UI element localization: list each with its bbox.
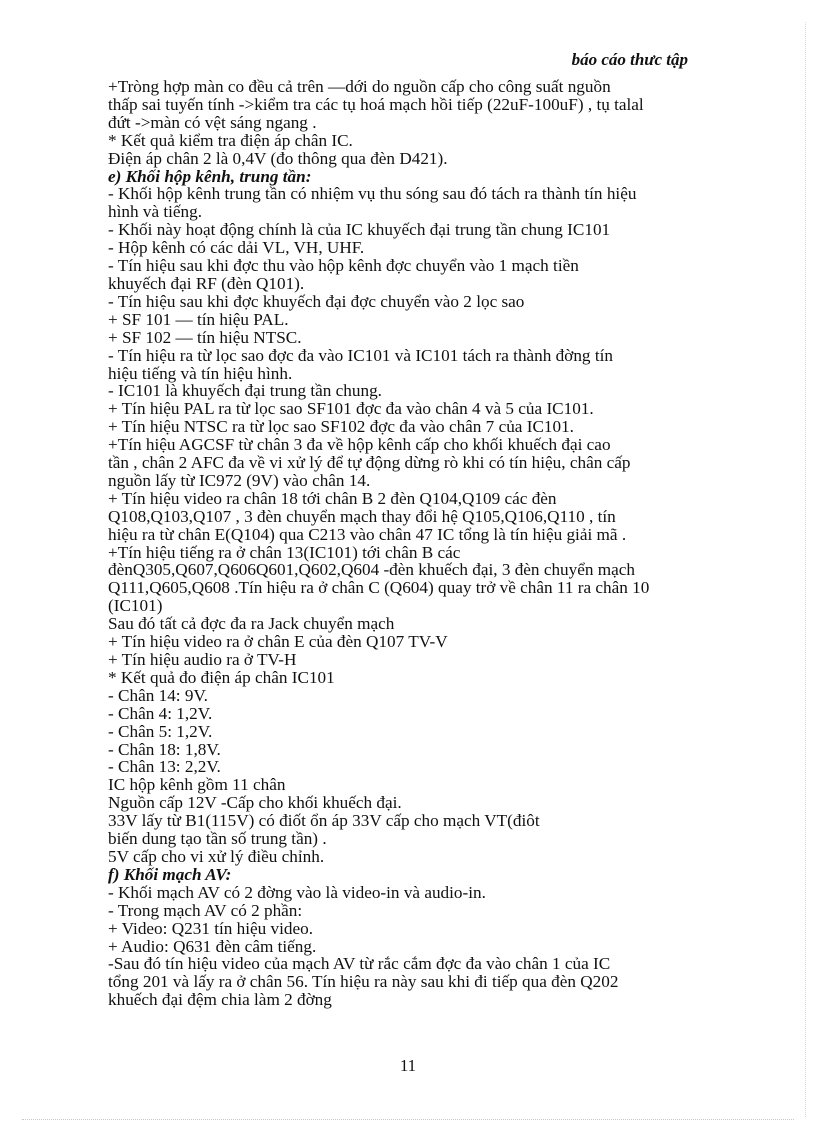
text-line: - Khối mạch AV có 2 đờng vào là video-in và audio-in. bbox=[108, 882, 486, 902]
text-line: Điện áp chân 2 là 0,4V (đo thông qua đèn D421). bbox=[108, 148, 448, 168]
text-line: tổng 201 và lấy ra ở chân 56. Tín hiệu ra này sau khi đi tiếp qua đèn Q202 bbox=[108, 972, 619, 992]
text-line: Sau đó tất cả đợc đa ra Jack chuyển mạch bbox=[108, 614, 395, 634]
text-line: + Tín hiệu video ra chân 18 tới chân B 2 đèn Q104,Q109 các đèn bbox=[108, 488, 557, 508]
text-line: Q108,Q103,Q107 , 3 đèn chuyển mạch thay đổi hệ Q105,Q106,Q110 , tín bbox=[108, 506, 616, 526]
text-line: - Hộp kênh có các dải VL, VH, UHF. bbox=[108, 238, 365, 258]
page-number: 11 bbox=[399, 1056, 417, 1075]
text-line: + Tín hiệu NTSC ra từ lọc sao SF102 đợc đa vào chân 7 của IC101. bbox=[108, 417, 574, 437]
text-line: * Kết quả kiểm tra điện áp chân IC. bbox=[108, 130, 353, 150]
text-line: +Tròng hợp màn co đều cả trên —dới do nguồn cấp cho công suất nguồn bbox=[108, 77, 611, 96]
text-line: +Tín hiệu tiếng ra ở chân 13(IC101) tới chân B các bbox=[108, 542, 461, 562]
text-line: Nguồn cấp 12V -Cấp cho khối khuếch đại. bbox=[108, 793, 402, 813]
text-line: - Tín hiệu sau khi đợc khuyếch đại đợc chuyển vào 2 lọc sao bbox=[108, 291, 525, 311]
text-line: - IC101 là khuyếch đại trung tần chung. bbox=[108, 381, 382, 401]
text-line: - Khối này hoạt động chính là của IC khuyếch đại trung tần chung IC101 bbox=[108, 220, 611, 240]
text-line: (IC101) bbox=[108, 596, 163, 616]
text-line: 33V lấy từ B1(115V) có điốt ổn áp 33V cấp cho mạch VT(điôt bbox=[108, 811, 540, 831]
text-line: thấp sai tuyến tính ->kiểm tra các tụ hoá mạch hồi tiếp (22uF-100uF) , tụ talal bbox=[108, 94, 644, 114]
text-line: hiệu tiếng và tín hiệu hình. bbox=[108, 363, 293, 383]
text-line: đènQ305,Q607,Q606Q601,Q602,Q604 -đèn khuếch đại, 3 đèn chuyển mạch bbox=[108, 560, 635, 580]
text-line: khuyếch đại RF (đèn Q101). bbox=[108, 273, 305, 293]
text-line: hình và tiếng. bbox=[108, 202, 203, 222]
text-line: khuếch đại đệm chia làm 2 đờng bbox=[108, 990, 332, 1010]
text-line: IC hộp kênh gồm 11 chân bbox=[108, 775, 286, 795]
text-line: + SF 102 — tín hiệu NTSC. bbox=[108, 327, 302, 347]
text-line: + Tín hiệu PAL ra từ lọc sao SF101 đợc đa vào chân 4 và 5 của IC101. bbox=[108, 399, 594, 419]
page-right-border bbox=[805, 22, 806, 1117]
page-bottom-border bbox=[22, 1119, 794, 1120]
text-line: + Video: Q231 tín hiệu video. bbox=[108, 918, 314, 938]
section-heading: e) Khối hộp kênh, trung tần: bbox=[108, 166, 312, 186]
text-line: + SF 101 — tín hiệu PAL. bbox=[108, 309, 289, 329]
text-line: - Chân 14: 9V. bbox=[108, 685, 208, 705]
text-line: +Tín hiệu AGCSF từ chân 3 đa về hộp kênh cấp cho khối khuếch đại cao bbox=[108, 435, 611, 455]
text-line: - Chân 18: 1,8V. bbox=[108, 739, 221, 759]
text-line: - Tín hiệu sau khi đợc thu vào hộp kênh đợc chuyển vào 1 mạch tiền bbox=[108, 256, 579, 276]
text-line: hiệu ra từ chân E(Q104) qua C213 vào chân 47 IC tổng là tín hiệu giải mã . bbox=[108, 524, 627, 544]
text-line: tần , chân 2 AFC đa về vi xử lý để tự động dừng rò khi có tín hiệu, chân cấp bbox=[108, 453, 631, 473]
text-line: + Tín hiệu video ra ở chân E của đèn Q107 TV-V bbox=[108, 632, 448, 652]
text-line: - Tín hiệu ra từ lọc sao đợc đa vào IC101 và IC101 tách ra thành đờng tín bbox=[108, 345, 613, 365]
text-line: * Kết quả đo điện áp chân IC101 bbox=[108, 667, 335, 687]
text-line: Q111,Q605,Q608 .Tín hiệu ra ở chân C (Q604) quay trở về chân 11 ra chân 10 bbox=[108, 578, 650, 598]
text-line: -Sau đó tín hiệu video của mạch AV từ rắc cắm đợc đa vào chân 1 của IC bbox=[108, 954, 611, 974]
text-line: nguồn lấy từ IC972 (9V) vào chân 14. bbox=[108, 470, 371, 490]
text-line: - Chân 13: 2,2V. bbox=[108, 757, 221, 777]
text-line: - Chân 5: 1,2V. bbox=[108, 721, 213, 741]
text-line: biến dung tạo tần số trung tần) . bbox=[108, 829, 327, 849]
text-line: 5V cấp cho vi xử lý điều chỉnh. bbox=[108, 846, 325, 866]
section-heading: f) Khối mạch AV: bbox=[108, 864, 232, 884]
text-line: + Tín hiệu audio ra ở TV-H bbox=[108, 650, 297, 669]
text-line: - Chân 4: 1,2V. bbox=[108, 703, 213, 723]
document-body bbox=[108, 78, 696, 1009]
text-line: - Trong mạch AV có 2 phần: bbox=[108, 900, 303, 920]
page-header: báo cáo thưc tập bbox=[571, 50, 688, 69]
text-line: + Audio: Q631 đèn câm tiếng. bbox=[108, 936, 317, 956]
text-line: - Khối hộp kênh trung tần có nhiệm vụ thu sóng sau đó tách ra thành tín hiệu bbox=[108, 184, 637, 204]
text-line: đứt ->màn có vệt sáng ngang . bbox=[108, 112, 317, 132]
